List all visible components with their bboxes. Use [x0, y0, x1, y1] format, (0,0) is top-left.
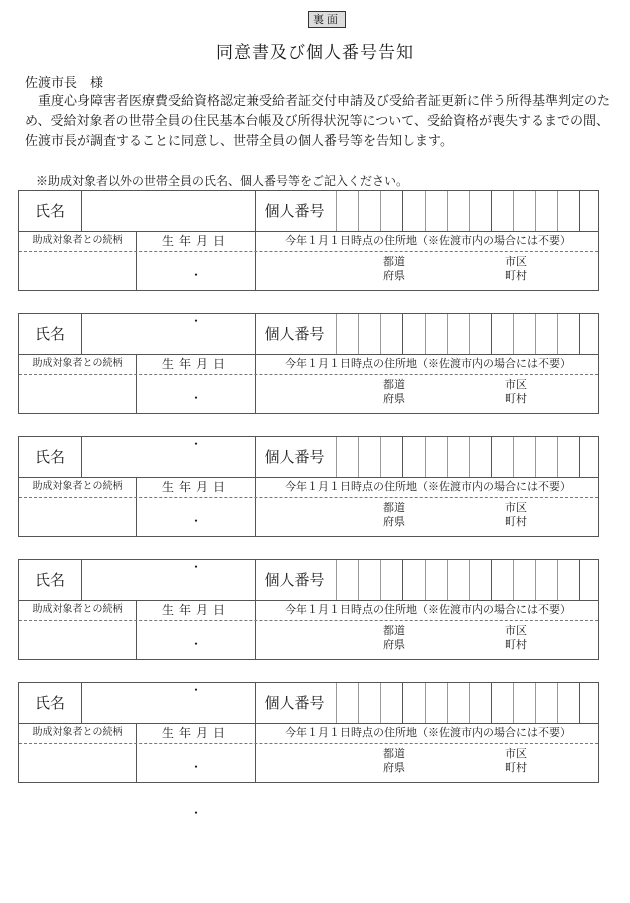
- my-number-label: 個人番号: [264, 448, 325, 466]
- page-title: 同意書及び個人番号告知: [216, 43, 414, 63]
- relation-field[interactable]: [19, 621, 136, 659]
- address-field[interactable]: [256, 621, 600, 659]
- my-number-field[interactable]: [333, 683, 599, 723]
- relation-field[interactable]: [19, 252, 136, 290]
- name-label: 氏名: [34, 694, 65, 712]
- my-number-field[interactable]: [333, 560, 599, 600]
- my-number-label: 個人番号: [264, 571, 325, 589]
- name-label: 氏名: [34, 571, 65, 589]
- name-field[interactable]: [82, 314, 255, 354]
- relation-label: 助成対象者との続柄: [32, 604, 123, 615]
- my-number-field[interactable]: [333, 314, 599, 354]
- my-number-label: 個人番号: [264, 202, 325, 220]
- side-label: 裏面: [308, 11, 346, 28]
- address-label: 今年１月１日時点の住所地（※佐渡市内の場合には不要）: [285, 726, 571, 739]
- addressee: 佐渡市長 様: [25, 76, 104, 91]
- my-number-field[interactable]: [333, 191, 599, 231]
- dob-field[interactable]: ・ ・: [189, 760, 230, 820]
- dob-field[interactable]: ・ ・: [189, 514, 230, 574]
- address-label: 今年１月１日時点の住所地（※佐渡市内の場合には不要）: [285, 357, 571, 370]
- dob-label: 生年月日: [161, 603, 230, 617]
- city-label: 市区 町村: [505, 624, 527, 651]
- name-field[interactable]: [82, 560, 255, 600]
- name-field[interactable]: [82, 437, 255, 477]
- address-field[interactable]: [256, 375, 600, 413]
- address-field[interactable]: [256, 498, 600, 536]
- prefecture-label: 都道 府県: [383, 378, 405, 405]
- relation-field[interactable]: [19, 744, 136, 782]
- dob-field[interactable]: ・ ・: [189, 391, 230, 451]
- prefecture-label: 都道 府県: [383, 624, 405, 651]
- my-number-label: 個人番号: [264, 694, 325, 712]
- dob-label: 生年月日: [161, 480, 230, 494]
- dob-field[interactable]: ・ ・: [189, 637, 230, 697]
- name-label: 氏名: [34, 448, 65, 466]
- city-label: 市区 町村: [505, 378, 527, 405]
- member-entry: [18, 682, 599, 820]
- city-label: 市区 町村: [505, 501, 527, 528]
- dob-label: 生年月日: [161, 726, 230, 740]
- instruction-note: ※助成対象者以外の世帯全員の氏名、個人番号等をご記入ください。: [36, 174, 409, 188]
- dob-field[interactable]: ・ ・: [189, 268, 230, 328]
- member-entry: [18, 559, 599, 697]
- dob-label: 生年月日: [161, 234, 230, 248]
- my-number-label: 個人番号: [264, 325, 325, 343]
- address-field[interactable]: [256, 744, 600, 782]
- consent-text: 重度心身障害者医療費受給資格認定兼受給者証交付申請及び受給者証更新に伴う所得基準判定のため、受給対象者の世帯全員の住民基本台帳及び所得状況等について、受給資格が喪失するまでの間、佐渡市長が調査することに同意し、世帯全員の個人番号等を告知します。: [25, 94, 611, 149]
- name-field[interactable]: [82, 683, 255, 723]
- relation-label: 助成対象者との続柄: [32, 481, 123, 492]
- prefecture-label: 都道 府県: [383, 747, 405, 774]
- relation-label: 助成対象者との続柄: [32, 235, 123, 246]
- name-label: 氏名: [34, 202, 65, 220]
- my-number-field[interactable]: [333, 437, 599, 477]
- prefecture-label: 都道 府県: [383, 255, 405, 282]
- relation-field[interactable]: [19, 498, 136, 536]
- address-label: 今年１月１日時点の住所地（※佐渡市内の場合には不要）: [285, 603, 571, 616]
- address-label: 今年１月１日時点の住所地（※佐渡市内の場合には不要）: [285, 480, 571, 493]
- name-label: 氏名: [34, 325, 65, 343]
- member-entry: [18, 190, 599, 328]
- address-label: 今年１月１日時点の住所地（※佐渡市内の場合には不要）: [285, 234, 571, 247]
- prefecture-label: 都道 府県: [383, 501, 405, 528]
- city-label: 市区 町村: [505, 255, 527, 282]
- relation-label: 助成対象者との続柄: [32, 358, 123, 369]
- name-field[interactable]: [82, 191, 255, 231]
- member-entry: [18, 313, 599, 451]
- dob-label: 生年月日: [161, 357, 230, 371]
- city-label: 市区 町村: [505, 747, 527, 774]
- address-field[interactable]: [256, 252, 600, 290]
- member-entry: [18, 436, 599, 574]
- relation-label: 助成対象者との続柄: [32, 727, 123, 738]
- relation-field[interactable]: [19, 375, 136, 413]
